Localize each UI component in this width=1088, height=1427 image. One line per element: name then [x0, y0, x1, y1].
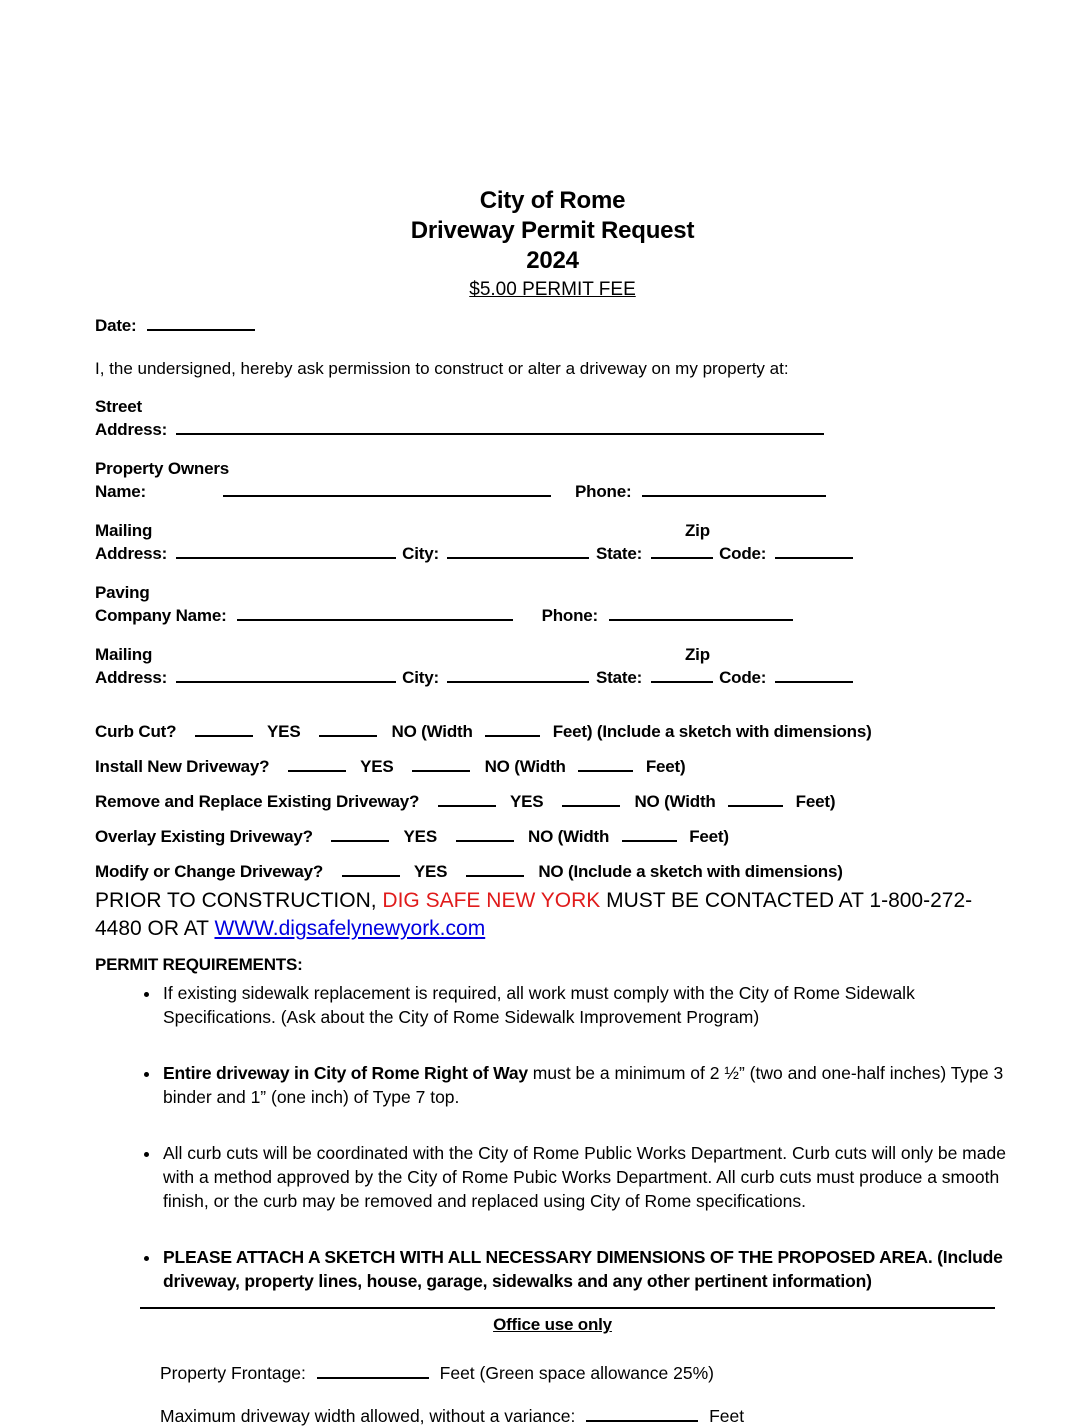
owner-zip-blank	[775, 544, 853, 559]
paving-zip-label-line1: Zip	[685, 645, 710, 664]
question-note: (Include a sketch with dimensions)	[568, 862, 843, 881]
dig-safe-highlight: DIG SAFE NEW YORK	[382, 889, 601, 912]
property-frontage-label: Property Frontage:	[160, 1363, 306, 1383]
company-phone-label: Phone:	[541, 606, 599, 625]
owner-name-field	[95, 457, 1010, 503]
street-label-line1: Street	[95, 397, 142, 416]
question-note: (Include a sketch with dimensions)	[596, 722, 872, 741]
property-frontage-row	[160, 1363, 1010, 1384]
yes-blank	[342, 862, 400, 877]
owner-city-blank	[447, 544, 589, 559]
owner-city-label: City:	[402, 544, 439, 563]
feet-label: Feet)	[795, 792, 836, 811]
owner-phone-blank	[642, 482, 826, 497]
no-blank	[466, 862, 524, 877]
property-frontage-blank	[317, 1364, 429, 1379]
requirement-text: must be a minimum of 2 ½” (two and one-half inches) Type 3 binder and 1” (one inch) of Type 7 top.	[163, 1063, 1004, 1107]
yes-label: YES	[360, 757, 394, 776]
no-label: NO (Width	[634, 792, 716, 811]
page-subtitle: Driveway Permit Request	[410, 217, 695, 244]
width-blank	[485, 722, 540, 737]
page-title: City of Rome	[479, 187, 626, 214]
requirement-item	[161, 981, 1010, 1029]
office-use-divider	[140, 1307, 995, 1309]
street-address-field	[95, 395, 1010, 441]
no-label: NO	[538, 862, 564, 881]
paving-city-label: City:	[402, 668, 439, 687]
width-blank	[728, 792, 783, 807]
permission-statement: I, the undersigned, hereby ask permission to construct or alter a driveway on my property at:	[95, 359, 789, 378]
yes-label: YES	[413, 862, 448, 881]
requirement-text: All curb cuts will be coordinated with the City of Rome Public Works Department. Curb cuts will only be made with a method approved by the City of Rome Pubic Works Department. All curb cuts must produce a smooth finish, or the curb may be removed and replaced using City of Rome specifications.	[163, 1143, 1006, 1211]
paving-mailing-address-label: Address:	[95, 668, 168, 687]
requirement-item	[161, 1141, 1010, 1213]
question-remove-replace	[95, 792, 1010, 812]
question-curb-cut	[95, 722, 1010, 742]
owner-name-blank	[223, 482, 551, 497]
company-name-blank	[237, 606, 513, 621]
requirement-bold-text: Entire driveway in City of Rome Right of Way	[163, 1063, 528, 1083]
yes-blank	[438, 792, 496, 807]
paving-mailing-label-line1: Mailing	[95, 645, 153, 664]
permit-fee: $5.00 PERMIT FEE	[469, 279, 636, 300]
company-name-label: Company Name:	[95, 606, 227, 625]
owner-mailing-label-line1: Mailing	[95, 521, 153, 540]
owner-mailing-address-blank	[176, 544, 396, 559]
owner-code-label: Code:	[719, 544, 767, 563]
no-blank	[456, 827, 514, 842]
width-blank	[578, 757, 633, 772]
no-blank	[412, 757, 470, 772]
owner-phone-label: Phone:	[575, 482, 632, 501]
owner-name-label: Name:	[95, 482, 146, 501]
owner-state-label: State:	[596, 544, 643, 563]
paving-mailing-address-blank	[176, 668, 396, 683]
yes-blank	[288, 757, 346, 772]
yes-blank	[331, 827, 389, 842]
date-row	[95, 314, 1010, 337]
date-blank	[147, 316, 255, 331]
dig-safe-middle: MUST BE CONTACTED AT 1-800-272-4480 OR AT	[95, 889, 973, 940]
question-install-new	[95, 757, 1010, 777]
question-label: Remove and Replace Existing Driveway?	[95, 792, 420, 811]
question-label: Overlay Existing Driveway?	[95, 827, 313, 846]
paving-mailing-field	[95, 643, 1010, 689]
max-driveway-width-row	[160, 1406, 1010, 1427]
street-address-blank	[176, 420, 824, 435]
no-blank	[319, 722, 377, 737]
requirements-list	[95, 981, 1010, 1293]
form-header	[95, 186, 1010, 302]
question-overlay	[95, 827, 1010, 847]
question-label: Modify or Change Driveway?	[95, 862, 324, 881]
max-driveway-width-blank	[586, 1407, 698, 1422]
owner-mailing-field	[95, 519, 1010, 565]
no-label: NO (Width	[391, 722, 473, 741]
requirement-item	[161, 1061, 1010, 1109]
form-year: 2024	[526, 247, 579, 274]
owner-mailing-address-label: Address:	[95, 544, 168, 563]
office-use-heading: Office use only	[493, 1315, 612, 1334]
yes-blank	[195, 722, 253, 737]
question-modify-change	[95, 862, 1010, 882]
yes-label: YES	[267, 722, 301, 741]
dig-safe-prefix: PRIOR TO CONSTRUCTION,	[95, 889, 383, 912]
paving-company-field	[95, 581, 1010, 627]
requirement-item	[161, 1245, 1010, 1293]
street-label-line2: Address:	[95, 420, 168, 439]
paving-code-label: Code:	[719, 668, 767, 687]
paving-label-line1: Paving	[95, 583, 150, 602]
max-driveway-width-label: Maximum driveway width allowed, without a variance:	[160, 1406, 576, 1426]
question-label: Curb Cut?	[95, 722, 177, 741]
date-label: Date:	[95, 316, 137, 335]
paving-city-blank	[447, 668, 589, 683]
question-label: Install New Driveway?	[95, 757, 270, 776]
no-blank	[562, 792, 620, 807]
paving-state-blank	[651, 668, 713, 683]
requirement-bold-text: PLEASE ATTACH A SKETCH WITH ALL NECESSARY DIMENSIONS OF THE PROPOSED AREA. (Include driveway, property lines, house, garage, sidewalks and any other pertinent information)	[163, 1247, 1003, 1291]
yes-label: YES	[509, 792, 544, 811]
yes-label: YES	[403, 827, 437, 846]
requirement-text: If existing sidewalk replacement is required, all work must comply with the City of Rome Sidewalk Specifications. (Ask about the City of Rome Sidewalk Improvement Program)	[163, 983, 915, 1027]
dig-safe-link[interactable]: WWW.digsafelynewyork.com	[214, 917, 486, 940]
paving-state-label: State:	[596, 668, 643, 687]
feet-label: Feet)	[645, 757, 686, 776]
property-frontage-suffix: Feet (Green space allowance 25%)	[439, 1363, 714, 1383]
company-phone-blank	[609, 606, 793, 621]
no-label: NO (Width	[528, 827, 610, 846]
max-driveway-width-suffix: Feet	[709, 1406, 745, 1426]
feet-label: Feet)	[689, 827, 729, 846]
owner-zip-label-line1: Zip	[685, 521, 710, 540]
owners-label-line1: Property Owners	[95, 459, 229, 478]
width-blank	[622, 827, 677, 842]
owner-state-blank	[651, 544, 713, 559]
no-label: NO (Width	[484, 757, 566, 776]
paving-zip-blank	[775, 668, 853, 683]
feet-label: Feet)	[552, 722, 593, 741]
dig-safe-notice	[95, 887, 1010, 943]
requirements-heading: PERMIT REQUIREMENTS:	[95, 955, 303, 974]
